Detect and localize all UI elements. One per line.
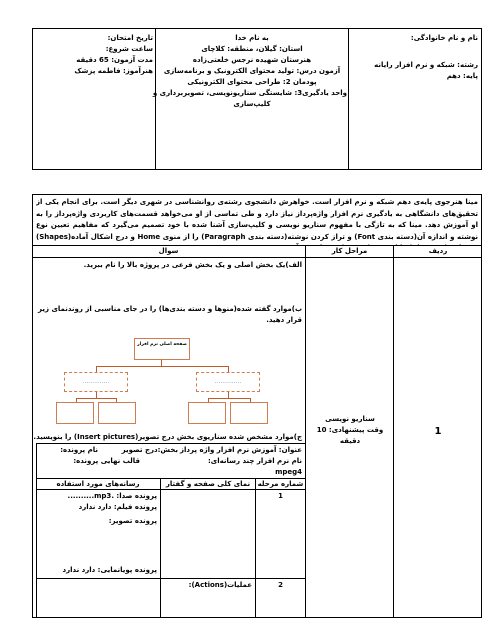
animation-file: پرونده پویانمایی: دارد ندارد — [62, 566, 157, 574]
placeholder-text: .............. — [214, 378, 242, 385]
student-name-label: نام و نام خانوادگی: — [410, 34, 478, 42]
col-divider-stage — [305, 245, 306, 618]
col-overview: نمای کلی صفحه و گفتار — [165, 480, 251, 488]
image-file: پرونده تصویر: — [108, 517, 157, 525]
placeholder-text: .............. — [82, 378, 110, 385]
film-file: پرونده فیلم: دارد ندارد — [78, 503, 157, 511]
root-box-label: صفحه اصلی نرم افزار — [137, 342, 187, 347]
exam-date: تاریخ امتحان: — [107, 34, 153, 42]
question-b: ب)موارد گفته شده(منوها و دسته بندی‌ها) را در جای مناسبی از روندنمای زیر قرار دهید. — [38, 305, 302, 324]
course-line: آزمون درس: تولید محتوای الکترونیک و برنامه‌سازی — [163, 67, 341, 75]
final-format-label: قالب نهایی پرونده: — [73, 457, 140, 465]
question-c: ج)موارد مشخص شده سناریوی بخش درج تصویر(Insert pictures) را بنویسید. — [33, 433, 302, 441]
row-number: 1 — [434, 426, 442, 437]
duration: مدت آزمون: 65 دقیقه — [76, 56, 153, 64]
question-a: الف)یک بخش اصلی و یک بخش فرعی در پروژه بالا را نام ببرید. — [83, 261, 302, 269]
exam-title-block — [152, 33, 347, 110]
col-header-question: سوال — [158, 247, 179, 255]
stage-time: وقت پیشنهادی: 10 دقیقه — [316, 426, 384, 445]
actions-label: عملیات(Actions): — [188, 581, 252, 589]
start-time: ساعت شروع: — [105, 45, 153, 53]
media-list — [40, 491, 157, 576]
province-line: استان: گیلان، منطقه: کلاچای — [201, 45, 303, 53]
flowchart-category-box-2[interactable] — [98, 402, 136, 424]
unit-line-cont: کلیپ‌سازی — [233, 100, 271, 108]
step-divider — [36, 578, 305, 579]
flowchart-category-box-3[interactable] — [188, 402, 226, 424]
major-label: رشته: شبکه و نرم افزار رایانه — [374, 61, 478, 69]
bismillah: به نام خدا — [235, 34, 269, 42]
grade-label: پایه: دهم — [446, 72, 478, 80]
connector-h1 — [96, 366, 228, 367]
stage-cell — [310, 414, 390, 447]
exam-meta — [36, 33, 153, 77]
audio-file: پرونده صدا: .mp3.......... — [67, 492, 157, 500]
scenario-section: بخش:درج تصویر — [121, 446, 178, 454]
file-name-label: نام پرونده: — [60, 446, 98, 454]
flowchart-category-box-4[interactable] — [230, 402, 268, 424]
student-info — [350, 33, 478, 82]
col-header-row: ردیف — [428, 247, 448, 255]
col-media: رسانه‌های مورد استفاده — [56, 480, 140, 488]
col-stage-number: شماره مرحله — [257, 480, 304, 488]
scenario-title: عنوان: آموزش نرم افزار واژه پرداز — [180, 446, 302, 454]
col-header-stages: مراحل کار — [331, 247, 368, 255]
scenario-col-divider-2 — [160, 478, 161, 618]
unit-line: واحد یادگیری3: شایستگی سناریونویسی، تصویربرداری و — [152, 89, 347, 97]
flowchart — [54, 334, 274, 432]
multimedia-software: نام نرم افزار چند رسانه‌ای: — [208, 457, 302, 465]
step-2-number: 2 — [278, 581, 283, 589]
flowchart-menu-box-right[interactable] — [196, 372, 260, 392]
connector-h-right — [208, 398, 250, 399]
school-line: هنرستان شهیده نرجس خلعتی‌زاده — [192, 56, 312, 64]
software-value: mpeg4 — [275, 468, 302, 476]
step-1-number: 1 — [278, 492, 283, 500]
flowchart-category-box-1[interactable] — [56, 402, 94, 424]
teacher: هنرآموز: فاطمه پزشک — [74, 67, 153, 75]
connector-h-left — [76, 398, 116, 399]
header-divider-right — [348, 28, 349, 170]
table-header-divider — [32, 257, 482, 258]
header-divider-left — [155, 28, 156, 170]
module-line: پودمان 2: طراحی محتوای الکترونیکی — [187, 78, 317, 86]
flowchart-root-box — [134, 338, 190, 360]
stage-title: سناریو نویسی — [325, 415, 375, 423]
flowchart-menu-box-left[interactable] — [64, 372, 128, 392]
scenario-intro: مینا هنرجوی پایه‌ی دهم شبکه و نرم افزار است. خواهرش دانشجوی رشته‌ی روانشناسی در شهری دیگر است. برای انجام یکی از تحقیق‌های دانشگاهی به یادگیری نرم افزار واژه‌پرداز نیاز دارد و طی تماسی از او می‌خواهد قسمت‌های کاربردی واژه‌پرداز را به او آموزش دهد. مینا که به تازگی با مفهوم سناریو نویسی و کلیپ‌سازی آشنا شده با خود تصمیم می‌گیرد که مفاهیم تعیین نوع نوشته و اندازه آن(دسته بندی Font) و تراز کردن نوشته(دسته بندی Paragraph) را از منوی Home و درج اشکال آماده(Shapes) — [36, 198, 478, 241]
